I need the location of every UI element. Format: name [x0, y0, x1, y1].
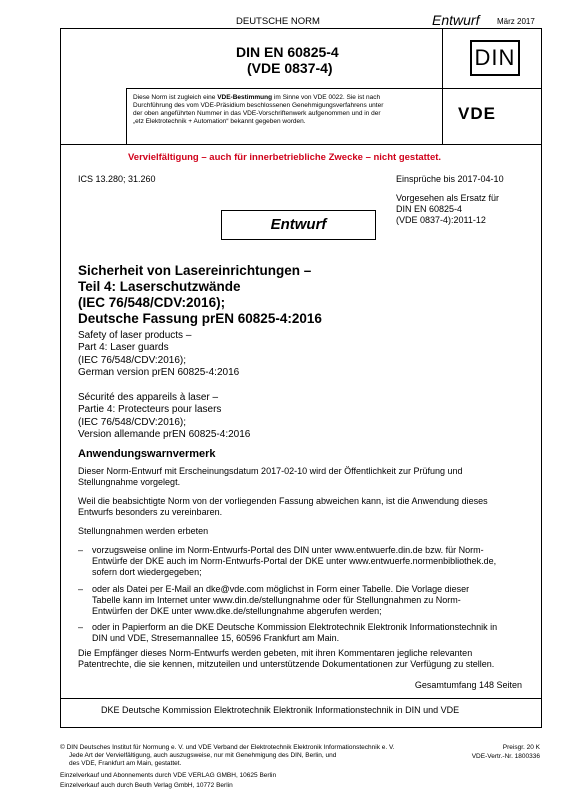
divider — [442, 28, 443, 144]
application-heading: Anwendungswarnvermerk — [78, 448, 216, 460]
vde-notice: Diese Norm ist zugleich eine VDE-Bestimmung im Sinne von VDE 0022. Sie ist nach Durchführung des vom VDE-Präsidium beschlossenen Genehmigungsverfahrens unter der oben angeführten Nummer in das VDE-Vorschriftenwerk aufgenommen und in der „etz Elektrotechnik + Automation“ bekannt gegeben worden. — [133, 94, 384, 125]
title-german: Sicherheit von Lasereinrichtungen – Teil 4: Laserschutzwände (IEC 76/548/CDV:2016); Deutsche Fassung prEN 60825-4:2016 — [78, 263, 322, 326]
title-french: Sécurité des appareils à laser – Partie 4: Protecteurs pour lasers (IEC 76/548/CDV:2016); Version allemande prEN 60825-4:2016 — [78, 392, 251, 440]
application-paragraph-2: Weil die beabsichtigte Norm von der vorliegenden Fassung abweichen kann, ist die Anwendung dieses Entwurfs besonders zu vereinbaren. — [78, 496, 488, 517]
total-pages: Gesamtumfang 148 Seiten — [414, 680, 522, 690]
price-group: Preisgr. 20 K — [502, 744, 540, 751]
standard-number: DIN EN 60825-4 — [236, 44, 339, 60]
reproduction-notice: Vervielfältigung – auch für innerbetriebliche Zwecke – nicht gestattet. — [128, 152, 442, 163]
application-paragraph-3: Stellungnahmen werden erbeten — [78, 526, 209, 536]
list-item: oder als Datei per E-Mail an dke@vde.com möglichst in Form einer Tabelle. Die Vorlage dieser Tabelle kann im Internet unter www.din.de/stellungnahme oder für Stellungnahmen zu Norm- Entwürfen der DKE unter www.dke.de/stellungnahme abgerufen werden; — [92, 584, 470, 616]
vde-number: (VDE 0837-4) — [247, 60, 333, 76]
list-dash: – — [78, 584, 84, 594]
divider — [60, 698, 542, 699]
list-dash: – — [78, 622, 84, 632]
draft-label-box: Entwurf — [221, 210, 376, 240]
din-logo: DIN — [470, 40, 520, 76]
title-english: Safety of laser products – Part 4: Laser guards (IEC 76/548/CDV:2016); German version prEN 60825-4:2016 — [78, 330, 240, 378]
copyright-notice: © DIN Deutsches Institut für Normung e. V. und VDE Verband der Elektrotechnik Elektronik Informationstechnik e. V. Jede Art der Vervielfältigung, auch auszugsweise, nur mit Genehmigung des DIN, Berlin, und des VDE, Frankfurt am Main, gestattet. — [60, 744, 395, 767]
vde-logo: VDE — [458, 104, 496, 123]
sales-notice: Einzelverkauf und Abonnements durch VDE VERLAG GMBH, 10625 Berlin Einzelverkauf auch durch Beuth Verlag GmbH, 10772 Berlin — [60, 772, 277, 789]
draft-status: Entwurf — [432, 12, 480, 28]
divider — [126, 88, 542, 89]
list-item: oder in Papierform an die DKE Deutsche Kommission Elektrotechnik Elektronik Informationstechnik in DIN und VDE, Stresemannallee 15, 60596 Frankfurt am Main. — [92, 622, 498, 643]
objection-deadline: Einsprüche bis 2017-04-10 — [396, 174, 504, 184]
list-item: vorzugsweise online im Norm-Entwurfs-Portal des DIN unter www.entwuerfe.din.de bzw. für Norm- Entwürfe der DKE auch im Norm-Entwurfs-Portal der DKE unter www.entwuerfe.normenbibliothek.de, sofern dort wiedergegeben; — [92, 545, 497, 577]
divider — [60, 144, 542, 145]
application-paragraph-4: Die Empfänger dieses Norm-Entwurfs werden gebeten, mit ihren Kommentaren jegliche relevanten Patentrechte, die sie kennen, mitzuteilen und unterstützende Dokumentationen zur Verfügung zu stellen. — [78, 648, 495, 669]
committee-name: DKE Deutsche Kommission Elektrotechnik Elektronik Informationstechnik in DIN und VDE — [101, 705, 460, 715]
issue-date: März 2017 — [497, 17, 535, 26]
replacement-note: Vorgesehen als Ersatz für DIN EN 60825-4 (VDE 0837-4):2011-12 — [396, 193, 500, 225]
ics-code: ICS 13.280; 31.260 — [78, 174, 156, 184]
order-number: VDE-Vertr.-Nr. 1800336 — [471, 753, 540, 760]
application-paragraph-1: Dieser Norm-Entwurf mit Erscheinungsdatum 2017-02-10 wird der Öffentlichkeit zur Prüfung und Stellungnahme vorgelegt. — [78, 466, 463, 487]
document-category: DEUTSCHE NORM — [236, 16, 320, 27]
list-dash: – — [78, 545, 84, 555]
divider — [126, 88, 127, 144]
